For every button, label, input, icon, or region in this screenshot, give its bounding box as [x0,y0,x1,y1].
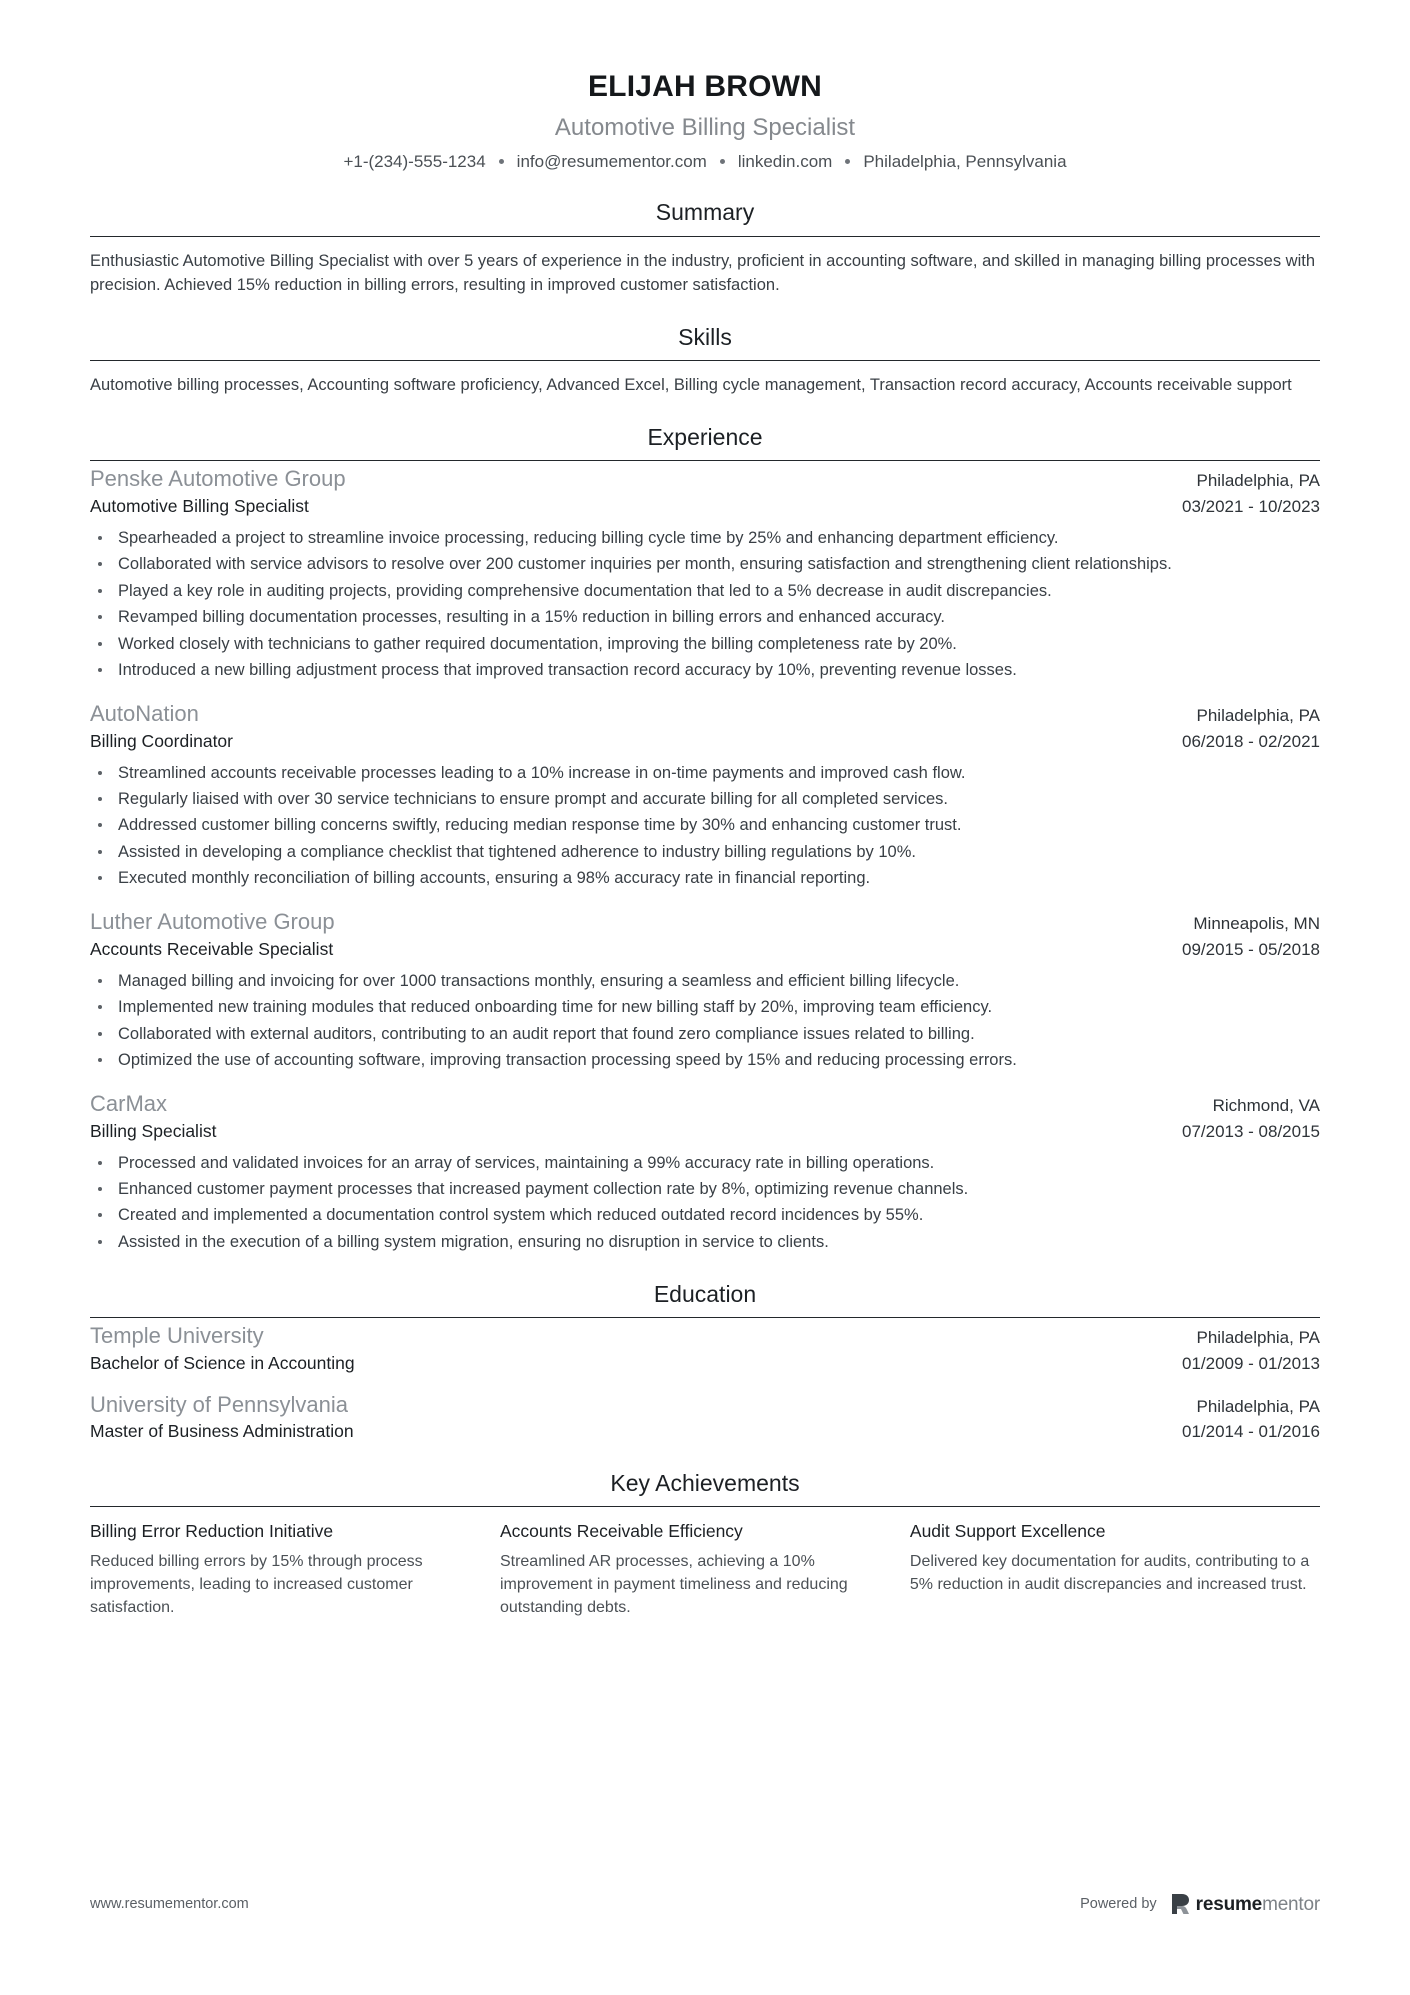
experience-bullet: Revamped billing documentation processes, resulting in a 15% reduction in billing errors and enhanced accuracy. [90,606,1320,630]
section-education [90,1281,1320,1444]
employer-name: Luther Automotive Group [90,909,335,935]
school-location: Philadelphia, PA [1196,1396,1320,1416]
school-location: Philadelphia, PA [1196,1328,1320,1348]
key-achievement-description: Streamlined AR processes, achieving a 10% improvement in payment timeliness and reducing outstanding debts. [499,1552,848,1617]
employer-location: Philadelphia, PA [1196,471,1320,491]
experience-bullet: Managed billing and invoicing for over 1000 transactions monthly, ensuring a seamless and efficient billing lifecycle. [90,970,1320,994]
education-entry-header [90,1322,1320,1350]
brand-wordmark [1196,1895,1320,1914]
dot-separator-icon [845,159,850,164]
experience-bullet: Processed and validated invoices for an array of services, maintaining a 99% accuracy rate in billing operations. [90,1152,1320,1176]
key-achievement-item [90,1520,500,1619]
experience-bullet-list [90,1152,1320,1255]
degree-name: Master of Business Administration [90,1421,354,1442]
education-dates: 01/2009 - 01/2013 [1181,1353,1320,1373]
education-entry-header [90,1391,1320,1419]
candidate-name: ELIJAH BROWN [587,70,823,103]
employer-name: CarMax [90,1091,168,1116]
experience-entry-header [90,465,1320,493]
experience-bullet-list [90,762,1320,892]
candidate-job-title: Automotive Billing Specialist [554,113,856,141]
experience-entry [90,908,1320,1073]
experience-bullet: Optimized the use of accounting software, improving transaction processing speed by 15% and reducing processing errors. [90,1049,1320,1073]
brand-word-light: mentor [1262,1893,1320,1915]
education-list [90,1322,1320,1443]
summary-text: Enthusiastic Automotive Billing Specialist with over 5 years of experience in the industry, proficient in accounting software, and skilled in managing billing processes with precision. Achieved 15% reduction in billing errors, resulting in improved customer satisfaction. [90,251,1315,295]
key-achievement-title: Accounts Receivable Efficiency [499,1521,743,1542]
experience-bullet: Streamlined accounts receivable processes leading to a 10% increase in on-time payments and improved cash flow. [90,762,1320,786]
education-entry [90,1322,1320,1375]
experience-entry-subheader [90,495,1320,518]
contact-location: Philadelphia, Pennsylvania [863,152,1067,172]
experience-bullet: Implemented new training modules that reduced onboarding time for new billing staff by 20%, improving team efficiency. [90,996,1320,1020]
employer-location: Richmond, VA [1212,1096,1320,1115]
experience-bullet-list [90,527,1320,683]
school-name: University of Pennsylvania [90,1391,349,1417]
employment-dates: 09/2015 - 05/2018 [1181,939,1320,959]
employment-dates: 07/2013 - 08/2015 [1181,1121,1320,1141]
experience-entry-subheader [90,730,1320,753]
key-achievement-description: Reduced billing errors by 15% through process improvements, leading to increased customer satisfaction. [90,1552,423,1617]
experience-entry-subheader [90,938,1320,961]
job-title: Billing Specialist [90,1120,217,1141]
section-title-experience: Experience [647,423,763,450]
section-title-education: Education [653,1280,757,1307]
brand-word-bold: resume [1195,1893,1263,1915]
section-experience [90,424,1320,1255]
key-achievement-title: Audit Support Excellence [909,1521,1106,1542]
resumementor-logo[interactable] [1170,1893,1320,1915]
experience-bullet: Assisted in developing a compliance checklist that tightened adherence to industry billing regulations by 10%. [90,841,1320,865]
experience-bullet: Introduced a new billing adjustment process that improved transaction record accuracy by 10%, preventing revenue losses. [90,659,1320,683]
dot-separator-icon [720,159,725,164]
section-skills [90,324,1320,398]
footer-branding [1080,1893,1320,1915]
experience-bullet: Addressed customer billing concerns swiftly, reducing median response time by 30% and enhancing customer trust. [90,814,1320,838]
experience-entry [90,1090,1320,1255]
powered-by-label: Powered by [1080,1896,1157,1912]
key-achievements-grid [90,1507,1320,1619]
education-entry [90,1391,1320,1444]
employment-dates: 03/2021 - 10/2023 [1181,496,1320,516]
resumementor-mark-icon [1170,1893,1190,1915]
section-divider [90,460,1320,461]
degree-name: Bachelor of Science in Accounting [90,1352,355,1373]
job-title: Automotive Billing Specialist [90,495,309,516]
key-achievement-description: Delivered key documentation for audits, contributing to a 5% reduction in audit discrepancies and increased trust. [909,1552,1310,1594]
contact-linkedin[interactable]: linkedin.com [737,152,833,172]
page-footer [90,1893,1320,1915]
experience-bullet: Assisted in the execution of a billing system migration, ensuring no disruption in service to clients. [90,1231,1320,1255]
experience-bullet: Regularly liaised with over 30 service technicians to ensure prompt and accurate billing for all completed services. [90,788,1320,812]
section-key-achievements [90,1470,1320,1620]
education-dates: 01/2014 - 01/2016 [1181,1422,1320,1442]
experience-bullet: Collaborated with service advisors to resolve over 200 customer inquiries per month, ensuring satisfaction and strengthening client relationships. [90,553,1320,577]
key-achievement-title: Billing Error Reduction Initiative [90,1521,334,1542]
section-title-skills: Skills [678,323,732,350]
employer-name: AutoNation [90,701,199,727]
employment-dates: 06/2018 - 02/2021 [1181,731,1320,751]
experience-bullet: Played a key role in auditing projects, providing comprehensive documentation that led to a 5% decrease in audit discrepancies. [90,580,1320,604]
dot-separator-icon [499,159,504,164]
school-name: Temple University [90,1323,264,1349]
experience-bullet: Executed monthly reconciliation of billing accounts, ensuring a 98% accuracy rate in financial reporting. [90,867,1320,891]
job-title: Billing Coordinator [90,730,233,751]
experience-entry [90,465,1320,683]
employer-name: Penske Automotive Group [90,466,346,492]
experience-bullet: Spearheaded a project to streamline invoice processing, reducing billing cycle time by 25% and enhancing department efficiency. [90,527,1320,551]
key-achievement-item [500,1520,910,1619]
footer-website-url[interactable]: www.resumementor.com [90,1896,249,1912]
experience-bullet: Collaborated with external auditors, contributing to an audit report that found zero compliance issues related to billing. [90,1023,1320,1047]
experience-entry-header [90,908,1320,936]
section-divider [90,1317,1320,1318]
experience-entry-header [90,1090,1320,1118]
employer-location: Philadelphia, PA [1196,706,1320,726]
section-title-summary: Summary [655,199,755,226]
experience-entry-header [90,700,1320,728]
contact-email[interactable]: info@resumementor.com [516,152,707,172]
experience-bullet-list [90,970,1320,1073]
section-summary [90,199,1320,297]
contact-line [90,151,1320,173]
experience-bullet: Created and implemented a documentation control system which reduced outdated record incidences by 55%. [90,1204,1320,1228]
contact-phone: +1-(234)-555-1234 [343,152,486,172]
employer-location: Minneapolis, MN [1193,914,1320,934]
key-achievement-item [910,1520,1320,1619]
resume-header [90,0,1320,173]
experience-entry-subheader [90,1120,1320,1143]
experience-bullet: Enhanced customer payment processes that increased payment collection rate by 8%, optimizing revenue channels. [90,1178,1320,1202]
education-entry-subheader [90,1352,1320,1375]
skills-text: Automotive billing processes, Accounting software proficiency, Advanced Excel, Billing cycle management, Transaction record accuracy, Accounts receivable support [90,376,1292,395]
section-title-key-achievements: Key Achievements [610,1469,800,1496]
job-title: Accounts Receivable Specialist [90,938,334,959]
education-entry-subheader [90,1420,1320,1443]
experience-bullet: Worked closely with technicians to gather required documentation, improving the billing completeness rate by 20%. [90,633,1320,657]
experience-entry [90,700,1320,891]
experience-list [90,465,1320,1254]
